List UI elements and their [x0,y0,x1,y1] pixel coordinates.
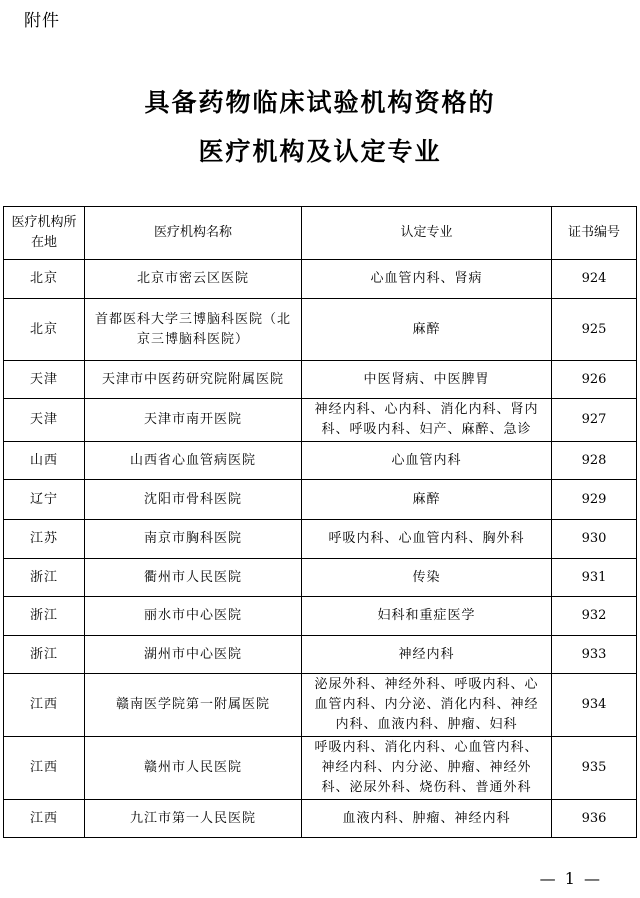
cell-name: 山西省心血管病医院 [85,442,302,480]
cell-location: 江西 [4,737,85,800]
table-row [4,361,637,399]
cell-cert: 928 [552,442,637,480]
cell-location: 浙江 [4,559,85,597]
cell-location: 江苏 [4,520,85,559]
cell-name: 赣州市人民医院 [85,737,302,800]
cell-location: 浙江 [4,597,85,636]
header-specialty: 认定专业 [302,207,552,260]
table-row [4,520,637,559]
cell-cert: 935 [552,737,637,800]
cell-cert: 933 [552,636,637,674]
cell-location: 天津 [4,399,85,442]
cell-name: 衢州市人民医院 [85,559,302,597]
cell-name: 北京市密云区医院 [85,260,302,299]
table-row [4,260,637,299]
table-row [4,597,637,636]
cell-name: 南京市胸科医院 [85,520,302,559]
header-location: 医疗机构所在地 [4,207,85,260]
document-title-line-2: 医疗机构及认定专业 [198,137,442,166]
cell-specialty: 传染 [302,559,552,597]
cell-location: 山西 [4,442,85,480]
cell-specialty: 妇科和重症医学 [302,597,552,636]
cell-specialty: 麻醉 [302,299,552,361]
cell-cert: 936 [552,800,637,838]
cell-name: 天津市南开医院 [85,399,302,442]
table-row [4,737,637,800]
table-row [4,442,637,480]
cell-name: 沈阳市骨科医院 [85,480,302,520]
cell-cert: 934 [552,674,637,737]
cell-cert: 930 [552,520,637,559]
cell-cert: 932 [552,597,637,636]
cell-specialty: 泌尿外科、神经外科、呼吸内科、心血管内科、内分泌、消化内科、神经内科、血液内科、肿瘤、妇科 [302,674,552,737]
cell-specialty: 麻醉 [302,480,552,520]
cell-location: 江西 [4,674,85,737]
table-row [4,800,637,838]
cell-name: 湖州市中心医院 [85,636,302,674]
cell-location: 辽宁 [4,480,85,520]
cell-specialty: 中医肾病、中医脾胃 [302,361,552,399]
table-row [4,299,637,361]
cell-location: 北京 [4,260,85,299]
cell-location: 天津 [4,361,85,399]
table-row [4,559,637,597]
institutions-table [3,206,637,838]
cell-specialty: 血液内科、肿瘤、神经内科 [302,800,552,838]
document-title-line-1: 具备药物临床试验机构资格的 [144,88,496,117]
header-name: 医疗机构名称 [85,207,302,260]
cell-cert: 931 [552,559,637,597]
cell-location: 浙江 [4,636,85,674]
cell-cert: 929 [552,480,637,520]
cell-specialty: 心血管内科、肾病 [302,260,552,299]
cell-cert: 927 [552,399,637,442]
cell-location: 北京 [4,299,85,361]
cell-specialty: 心血管内科 [302,442,552,480]
cell-cert: 925 [552,299,637,361]
table-header-row [4,207,637,260]
cell-cert: 924 [552,260,637,299]
cell-name: 九江市第一人民医院 [85,800,302,838]
cell-specialty: 神经内科 [302,636,552,674]
attachment-label: 附件 [24,11,60,31]
page-number: — 1 — [539,869,602,888]
cell-name: 首都医科大学三博脑科医院（北京三博脑科医院） [85,299,302,361]
cell-name: 赣南医学院第一附属医院 [85,674,302,737]
table-row [4,674,637,737]
cell-specialty: 神经内科、心内科、消化内科、肾内科、呼吸内科、妇产、麻醉、急诊 [302,399,552,442]
cell-specialty: 呼吸内科、心血管内科、胸外科 [302,520,552,559]
cell-cert: 926 [552,361,637,399]
cell-location: 江西 [4,800,85,838]
header-cert: 证书编号 [552,207,637,260]
cell-specialty: 呼吸内科、消化内科、心血管内科、神经内科、内分泌、肿瘤、神经外科、泌尿外科、烧伤科、普通外科 [302,737,552,800]
cell-name: 丽水市中心医院 [85,597,302,636]
cell-name: 天津市中医药研究院附属医院 [85,361,302,399]
table-row [4,636,637,674]
table-row [4,399,637,442]
table-row [4,480,637,520]
